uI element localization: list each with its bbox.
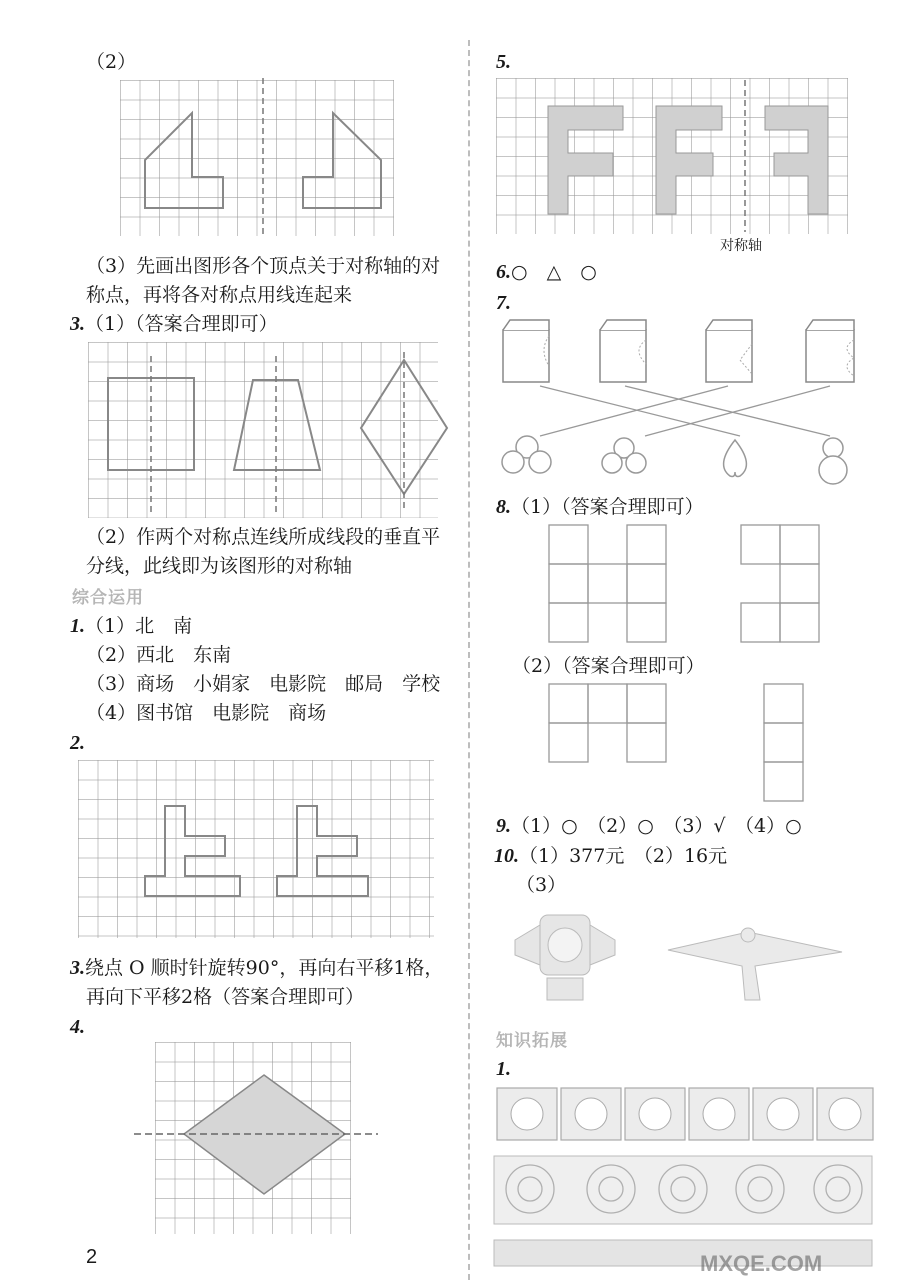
axis-label: 对称轴: [720, 238, 762, 254]
item2-sub2-label: （2）: [86, 51, 137, 73]
q4-number: 4.: [70, 1016, 85, 1038]
q1-number: 1.: [70, 615, 85, 637]
q8-number: 8.: [496, 496, 511, 518]
q1-a4: （4）图书馆 电影院 商场: [86, 702, 327, 724]
q8-sub2: （2）（答案合理即可）: [512, 655, 705, 677]
q8-sub1: （1）（答案合理即可）: [511, 496, 704, 518]
q10-sub3: （3）: [516, 874, 567, 896]
q10-number: 10.: [494, 845, 519, 867]
item3-sub2-line2: 分线，此线即为该图形的对称轴: [86, 555, 353, 577]
section-header-extension: 知识拓展: [496, 1031, 568, 1051]
item3-sub1: （1）（答案合理即可）: [85, 313, 278, 335]
q3-line1: 绕点 O 顺时针旋转90°，再向右平移1格，: [85, 957, 444, 979]
q9-answer: （1）○ （2）○ （3）√ （4）○: [511, 815, 802, 837]
q6-number: 6.: [496, 261, 511, 283]
q6-answer: ○ △ ○: [511, 261, 597, 283]
q5-number: 5.: [496, 51, 511, 73]
q1-a1: （1）北 南: [85, 615, 193, 637]
ext-number: 1.: [496, 1058, 511, 1080]
q9-number: 9.: [496, 815, 511, 837]
q1-a3: （3）商场 小娟家 电影院 邮局 学校: [86, 673, 441, 695]
page-number: 2: [86, 1246, 98, 1268]
item3-sub2-line1: （2）作两个对称点连线所成线段的垂直平: [86, 526, 441, 548]
q2-number: 2.: [70, 732, 85, 754]
q10-answer: （1）377元 （2）16元: [519, 845, 728, 867]
section-header-comprehensive: 综合运用: [72, 588, 144, 608]
q3-line2: 再向下平移2格（答案合理即可）: [86, 986, 365, 1008]
watermark-text: MXQE.COM: [700, 1251, 823, 1276]
q3-number: 3.: [70, 957, 85, 979]
item3-number: 3.: [70, 313, 85, 335]
item2-sub3-line2: 称点，再将各对称点用线连起来: [86, 284, 353, 306]
q1-a2: （2）西北 东南: [86, 644, 232, 666]
q7-number: 7.: [496, 292, 511, 314]
item2-sub3-line1: （3）先画出图形各个顶点关于对称轴的对: [86, 255, 441, 277]
